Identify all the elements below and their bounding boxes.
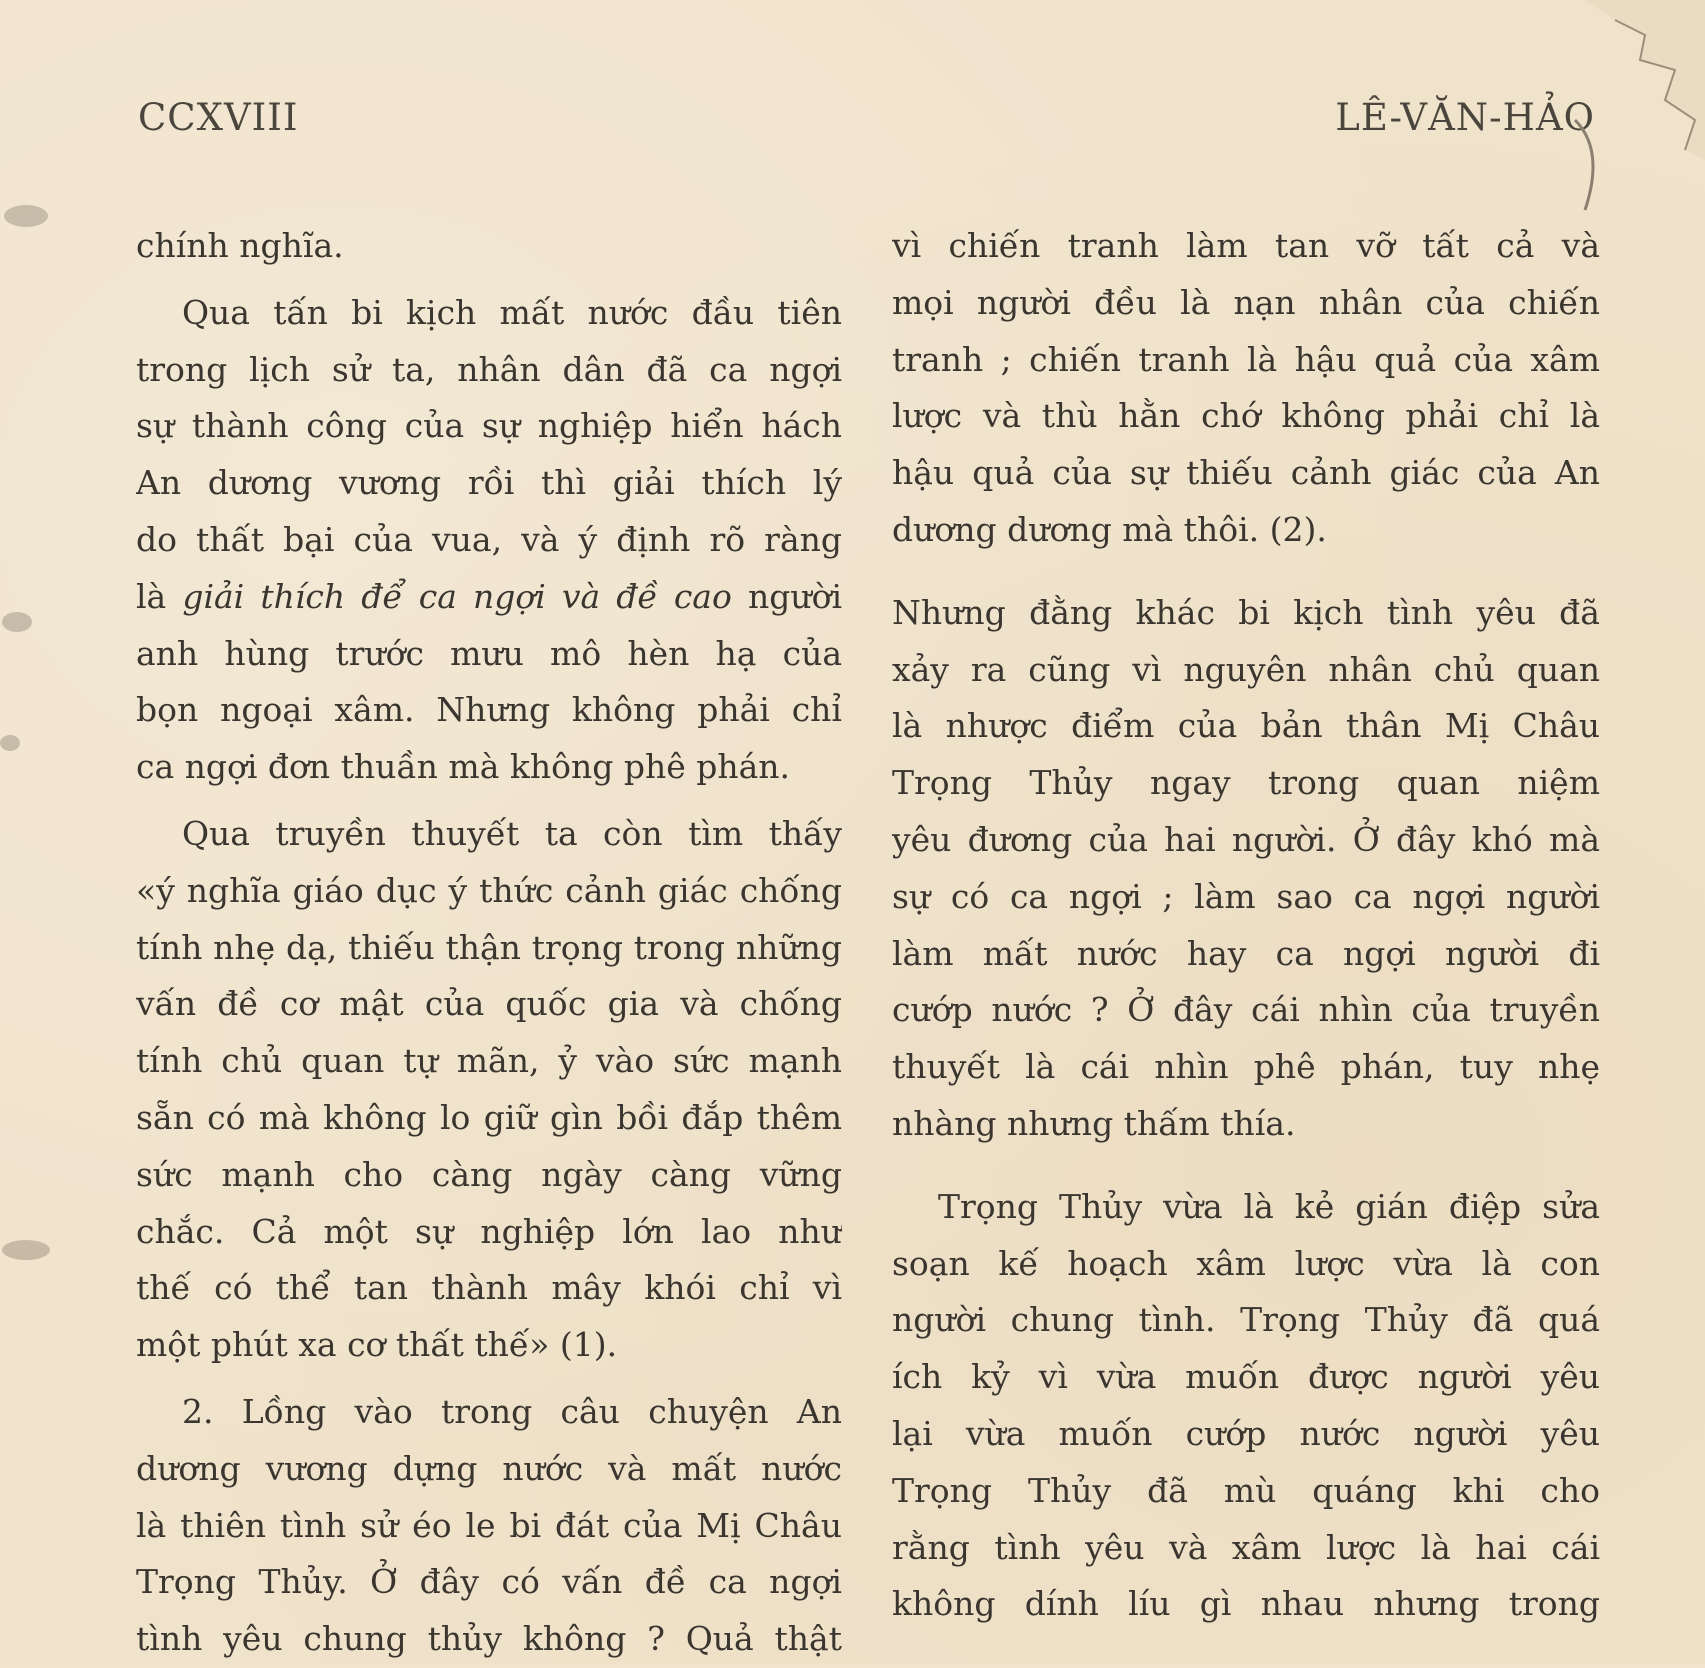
binding-hole-mark bbox=[2, 1240, 50, 1260]
text-line: người chung tình. Trọng Thủy đã quá bbox=[892, 1300, 1600, 1340]
text-line: hậu quả của sự thiếu cảnh giác của An bbox=[892, 453, 1600, 493]
text-line: chắc. Cả một sự nghiệp lớn lao như bbox=[136, 1211, 842, 1251]
text-line: dương vương dựng nước và mất nước bbox=[136, 1448, 842, 1488]
page-header-author: LÊ-VĂN-HẢO bbox=[1335, 96, 1595, 139]
text-line: mọi người đều là nạn nhân của chiến bbox=[892, 282, 1600, 322]
binding-hole-mark bbox=[0, 735, 20, 751]
text-line: rằng tình yêu và xâm lược là hai cái bbox=[892, 1527, 1600, 1567]
text-line: làm mất nước hay ca ngợi người đi bbox=[892, 933, 1600, 973]
torn-corner-mark bbox=[1545, 0, 1705, 220]
text-line: xảy ra cũng vì nguyên nhân chủ quan bbox=[892, 649, 1600, 689]
text-line: cướp nước ? Ở đây cái nhìn của truyền bbox=[892, 990, 1600, 1030]
text-line: trong lịch sử ta, nhân dân đã ca ngợi bbox=[136, 349, 842, 389]
text-line: Trọng Thủy vừa là kẻ gián điệp sửa bbox=[938, 1186, 1600, 1226]
text-line: lược và thù hằn chớ không phải chỉ là bbox=[892, 396, 1600, 436]
text-line: An dương vương rồi thì giải thích lý bbox=[136, 463, 842, 503]
emphasis-suffix: người bbox=[731, 576, 842, 616]
text-line: Qua truyền thuyết ta còn tìm thấy bbox=[182, 813, 842, 853]
text-line: do thất bại của vua, và ý định rõ ràng bbox=[136, 519, 842, 559]
text-line-emphasis bbox=[136, 569, 842, 626]
text-line: sức mạnh cho càng ngày càng vững bbox=[136, 1154, 842, 1194]
text-line: bọn ngoại xâm. Nhưng không phải chỉ bbox=[136, 690, 842, 730]
text-line: là nhược điểm của bản thân Mị Châu bbox=[892, 706, 1600, 746]
text-line: tính chủ quan tự mãn, ỷ vào sức mạnh bbox=[136, 1041, 842, 1081]
text-line: sự có ca ngợi ; làm sao ca ngợi người bbox=[892, 876, 1600, 916]
right-text-column bbox=[892, 218, 1600, 1633]
text-line: 2. Lồng vào trong câu chuyện An bbox=[182, 1391, 842, 1431]
text-line: soạn kế hoạch xâm lược vừa là con bbox=[892, 1243, 1600, 1283]
text-line: anh hùng trước mưu mô hèn hạ của bbox=[136, 633, 842, 673]
text-line: một phút xa cơ thất thế» (1). bbox=[136, 1325, 618, 1365]
text-line: vì chiến tranh làm tan vỡ tất cả và bbox=[892, 226, 1600, 265]
text-line: Trọng Thủy. Ở đây có vấn đề ca ngợi bbox=[136, 1562, 842, 1602]
text-line: Trọng Thủy ngay trong quan niệm bbox=[892, 763, 1600, 803]
binding-hole-mark bbox=[4, 205, 48, 227]
text-line: nhàng nhưng thấm thía. bbox=[892, 1103, 1296, 1143]
text-line: thế có thể tan thành mây khói chỉ vì bbox=[136, 1268, 842, 1308]
text-line: là thiên tình sử éo le bi đát của Mị Châu bbox=[136, 1505, 842, 1545]
text-line: không dính líu gì nhau nhưng trong bbox=[892, 1584, 1600, 1624]
text-line: tranh ; chiến tranh là hậu quả của xâm bbox=[892, 339, 1600, 379]
text-line: ích kỷ vì vừa muốn được người yêu bbox=[892, 1357, 1600, 1397]
text-line: vấn đề cơ mật của quốc gia và chống bbox=[136, 984, 842, 1024]
text-line: dương dương mà thôi. (2). bbox=[892, 509, 1327, 549]
page-number-roman: CCXVIII bbox=[138, 96, 299, 139]
text-line: tình yêu chung thủy không ? Quả thật bbox=[136, 1619, 842, 1659]
text-line: ca ngợi đơn thuần mà không phê phán. bbox=[136, 747, 791, 787]
text-line: yêu đương của hai người. Ở đây khó mà bbox=[892, 819, 1600, 859]
text-line: chính nghĩa. bbox=[136, 226, 344, 265]
text-line: thuyết là cái nhìn phê phán, tuy nhẹ bbox=[892, 1047, 1600, 1087]
text-line: Nhưng đằng khác bi kịch tình yêu đã bbox=[892, 592, 1600, 632]
left-text-column bbox=[136, 218, 842, 1668]
text-line: lại vừa muốn cướp nước người yêu bbox=[892, 1413, 1600, 1453]
text-line: tính nhẹ dạ, thiếu thận trọng trong những bbox=[136, 927, 842, 967]
text-line: sự thành công của sự nghiệp hiển hách bbox=[136, 406, 842, 446]
binding-hole-mark bbox=[2, 612, 32, 632]
emphasis-italic-text: giải thích để ca ngợi và đề cao bbox=[182, 576, 732, 616]
text-line: sẵn có mà không lo giữ gìn bồi đắp thêm bbox=[136, 1097, 842, 1137]
text-line: Trọng Thủy đã mù quáng khi cho bbox=[892, 1470, 1600, 1510]
text-line: Qua tấn bi kịch mất nước đầu tiên bbox=[182, 292, 842, 332]
text-line: «ý nghĩa giáo dục ý thức cảnh giác chống bbox=[136, 870, 842, 910]
emphasis-prefix: là bbox=[136, 576, 183, 616]
